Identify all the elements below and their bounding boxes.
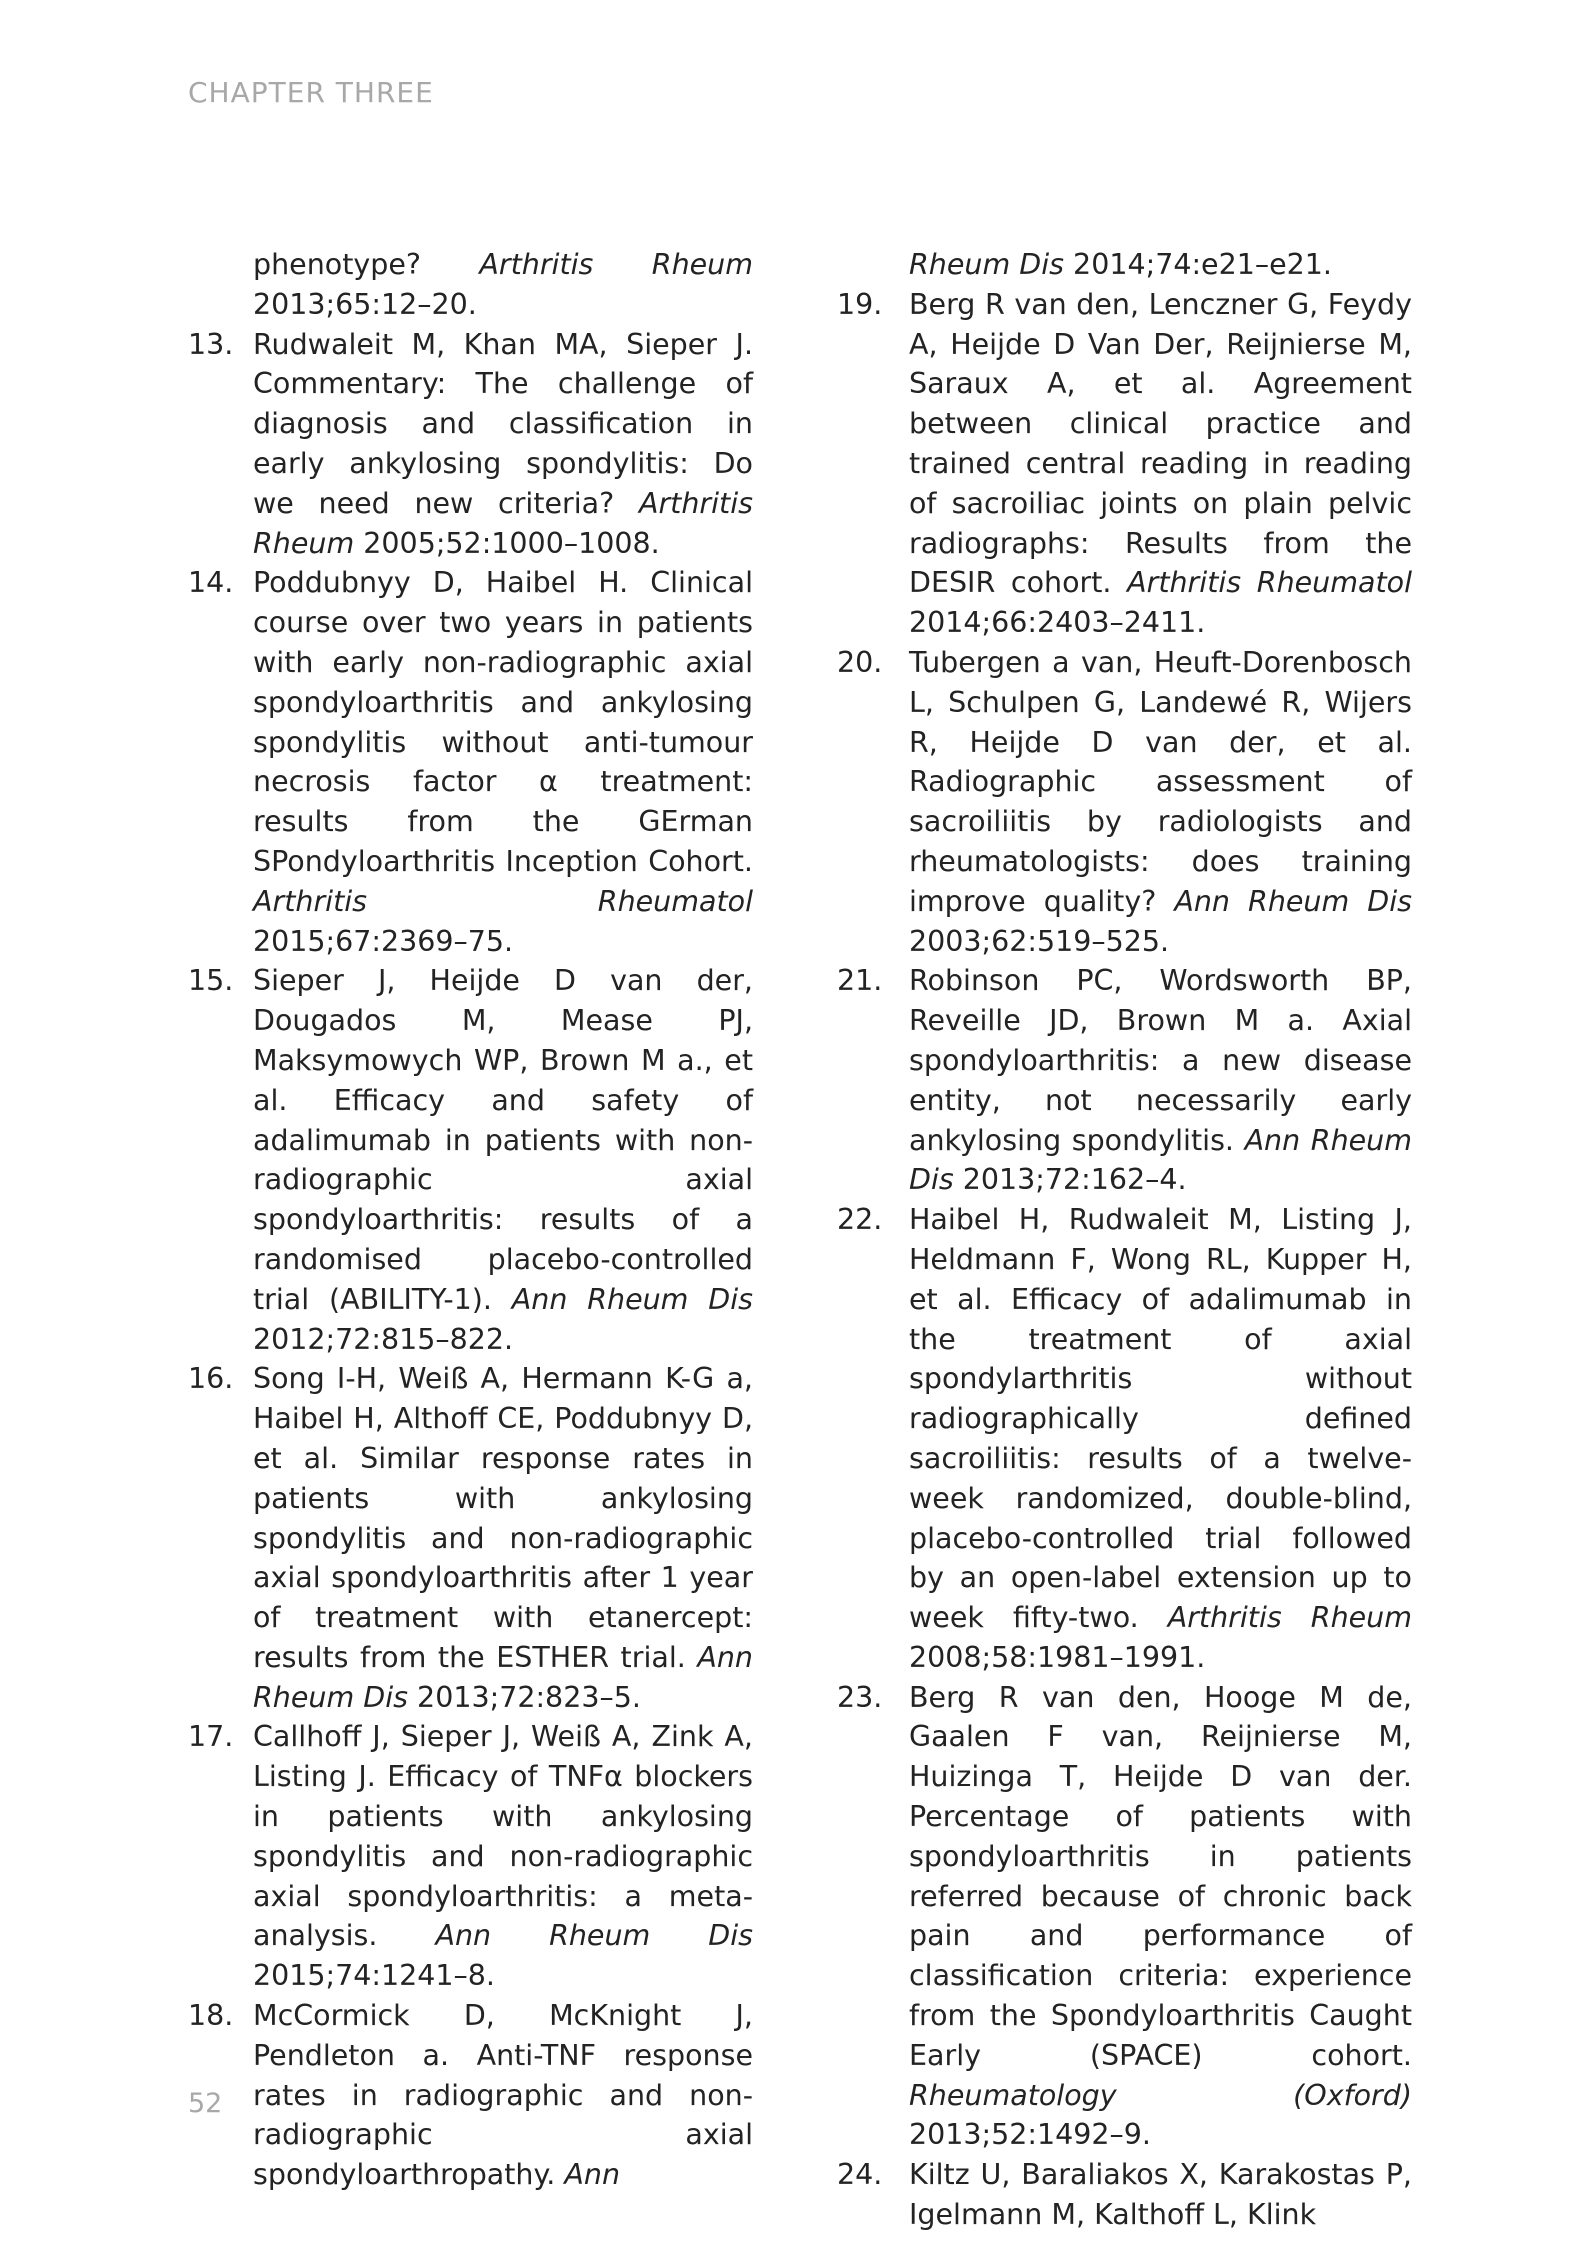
reference-journal: Ann Rheum Dis	[909, 1123, 1412, 1197]
reference-text: Robinson PC, Wordsworth BP, Reveille JD, Brown M a. Axial spondyloarthritis: a new disease entity, not necessarily early ankylosing spondylitis.	[909, 964, 1412, 1157]
reference-number: 18.	[188, 1999, 234, 2033]
reference-text: Rudwaleit M, Khan MA, Sieper J. Commentary: The challenge of diagnosis and classification in early ankylosing spondylitis: Do we need new criteria?	[253, 327, 753, 520]
reference-text: phenotype?	[253, 248, 480, 281]
reference-citation: 2013;72:162–4.	[953, 1163, 1187, 1197]
reference-item	[837, 2155, 1412, 2235]
page-number: 52	[188, 2088, 223, 2119]
reference-citation: 2012;72:815–822.	[253, 1322, 514, 1356]
reference-text: McCormick D, McKnight J, Pendleton a. Anti-TNF response rates in radiographic and non-radiographic axial spondyloarthropathy.	[253, 1999, 753, 2192]
reference-item	[837, 643, 1412, 961]
left-column	[128, 245, 753, 2195]
reference-citation: 2013;65:12–20.	[253, 287, 477, 321]
reference-item	[837, 245, 1412, 285]
reference-journal: Arthritis Rheumatol	[253, 884, 753, 918]
reference-number: 14.	[188, 566, 234, 600]
reference-journal: Ann Rheum Dis	[435, 1919, 753, 1953]
reference-item	[837, 961, 1412, 1200]
reference-citation: 2013;72:823–5.	[408, 1680, 641, 1714]
reference-text: Kiltz U, Baraliakos X, Karakostas P, Igelmann M, Kalthoff L, Klink	[909, 2158, 1412, 2232]
reference-journal: Arthritis Rheum	[479, 248, 754, 281]
reference-number: 22.	[837, 1203, 883, 1237]
reference-item	[837, 1200, 1412, 1678]
reference-number: 20.	[837, 645, 883, 679]
reference-item	[128, 245, 753, 325]
reference-item	[128, 325, 753, 564]
reference-text: Callhoff J, Sieper J, Weiß A, Zink A, Listing J. Efficacy of TNFα blockers in patients with ankylosing spondylitis and non-radiographic axial spondyloarthritis: a meta-analysis.	[253, 1720, 753, 1953]
reference-number: 23.	[837, 1680, 883, 1714]
reference-citation: 2005;52:1000–1008.	[354, 526, 660, 560]
reference-item	[837, 285, 1412, 643]
reference-citation: 2008;58:1981–1991.	[909, 1640, 1206, 1674]
reference-text: Berg R van den, Hooge M de, Gaalen F van, Reijnierse M, Huizinga T, Heijde D van der. Percentage of patients with spondyloarthritis in patients referred because of chronic back pain and performance of classification criteria: experience from the Spondyloarthritis Caught Early (SPACE) cohort.	[909, 1680, 1412, 2072]
reference-text: Sieper J, Heijde D van der, Dougados M, Mease PJ, Maksymowych WP, Brown M a., et al. Efficacy and safety of adalimumab in patients with non-radiographic axial spondyloarthritis: results of a randomised placebo-controlled trial (ABILITY-1).	[253, 964, 753, 1316]
reference-journal: Ann	[564, 2158, 621, 2192]
reference-journal: Arthritis Rheumatol	[1127, 566, 1412, 600]
reference-journal: Arthritis Rheum	[253, 486, 753, 560]
running-head: CHAPTER THREE	[188, 76, 434, 109]
reference-citation: 2015;67:2369–75.	[253, 924, 514, 958]
reference-number: 17.	[188, 1720, 234, 1754]
reference-text: Berg R van den, Lenczner G, Feydy A, Heijde D Van Der, Reijnierse M, Saraux A, et al. Agreement between clinical practice and trained central reading in reading of sacroiliac joints on plain pelvic radiographs: Results from the DESIR cohort.	[909, 287, 1412, 600]
reference-journal: Rheumatology (Oxford)	[909, 2078, 1412, 2112]
reference-number: 19.	[837, 287, 883, 321]
reference-item	[837, 1678, 1412, 2156]
reference-item	[128, 1359, 753, 1717]
reference-text: Song I-H, Weiß A, Hermann K-G a, Haibel H, Althoff CE, Poddubnyy D, et al. Similar response rates in patients with ankylosing spondylitis and non-radiographic axial spondyloarthritis after 1 year of treatment with etanercept: results from the ESTHER trial.	[253, 1362, 753, 1674]
reference-item	[128, 961, 753, 1359]
reference-citation: 2014;66:2403–2411.	[909, 606, 1206, 640]
reference-journal: Ann Rheum Dis	[511, 1282, 753, 1316]
reference-citation: 2014;74:e21–e21.	[1064, 248, 1332, 281]
reference-journal: Rheum Dis	[909, 248, 1064, 281]
reference-citation: 2015;74:1241–8.	[253, 1959, 495, 1993]
reference-item	[128, 1717, 753, 1996]
reference-item	[128, 563, 753, 961]
reference-citation: 2003;62:519–525.	[909, 924, 1170, 958]
reference-number: 13.	[188, 327, 234, 361]
reference-journal: Ann Rheum Dis	[1174, 884, 1412, 918]
right-column	[837, 245, 1412, 2235]
reference-text: Tubergen a van, Heuft-Dorenbosch L, Schulpen G, Landewé R, Wijers R, Heijde D van der, et al. Radiographic assessment of sacroiliitis by radiologists and rheumatologists: does training improve quality?	[909, 645, 1412, 918]
reference-number: 16.	[188, 1362, 234, 1396]
reference-journal: Arthritis Rheum	[1167, 1601, 1412, 1635]
reference-citation: 2013;52:1492–9.	[909, 2118, 1151, 2152]
reference-text: Poddubnyy D, Haibel H. Clinical course over two years in patients with early non-radiographic axial spondyloarthritis and ankylosing spondylitis without anti-tumour necrosis factor α treatment: results from the GErman SPondyloarthritis Inception Cohort.	[253, 566, 753, 878]
reference-number: 24.	[837, 2158, 883, 2192]
reference-journal: Ann Rheum Dis	[253, 1640, 753, 1714]
reference-number: 21.	[837, 964, 883, 998]
reference-text: Haibel H, Rudwaleit M, Listing J, Heldmann F, Wong RL, Kupper H, et al. Efficacy of adalimumab in the treatment of axial spondylarthritis without radiographically defined sacroiliitis: results of a twelve-week randomized, double-blind, placebo-controlled trial followed by an open-label extension up to week fifty-two.	[909, 1203, 1412, 1635]
reference-number: 15.	[188, 964, 234, 998]
